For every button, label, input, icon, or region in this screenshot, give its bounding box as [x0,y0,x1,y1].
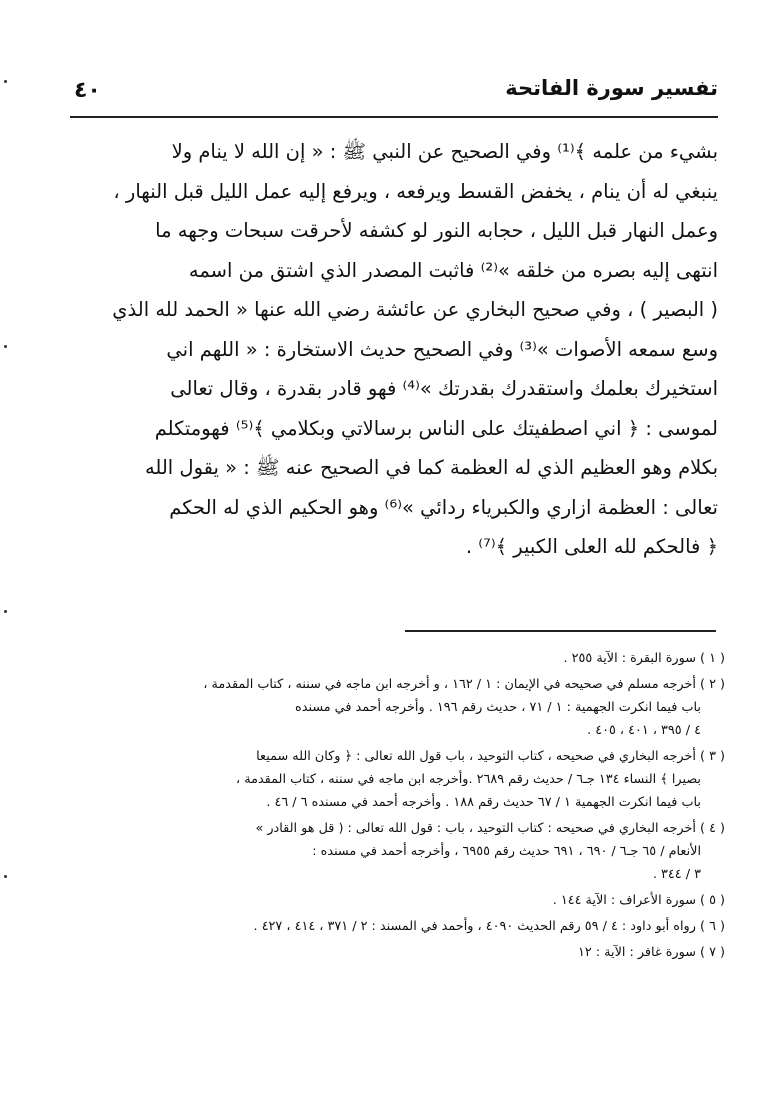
page-number: ٤٠ [74,78,101,103]
footnote-line: باب فيما انكرت الجهمية ١ / ٦٧ حديث رقم ١٨٨ . وأخرجه أحمد في مسنده ٦ / ٤٦ . [266,795,701,810]
text-line: بشيء من علمه ﴾⁽¹⁾ وفي الصحيح عن النبي ﷺ : « إن الله لا ينام ولا [171,140,718,163]
footnotes [85,644,725,964]
scan-speck [4,345,7,348]
text-line: وسع سمعه الأصوات »⁽³⁾ وفي الصحيح حديث الاستخارة : « اللهم اني [166,337,718,361]
main-text [70,132,718,567]
text-line: انتهى إليه بصره من خلقه »⁽²⁾ فاثبت المصدر الذي اشتق من اسمه [188,258,718,282]
footnote-line: ( ١ ) سورة البقرة : الآية ٢٥٥ . [563,651,725,666]
footnote-3 [85,745,725,814]
footnote-4 [85,817,725,886]
footnote-line: بصيرا ﴾ النساء ١٣٤ جـ٦ / حديث رقم ٢٦٨٩ .وأخرجه ابن ماجه في سننه ، كتاب المقدمة ، [236,772,701,787]
footnote-line: ( ٤ ) أخرجه البخاري في صحيحه : كتاب التوحيد ، باب : قول الله تعالى : ( قل هو القادر » [255,821,725,836]
text-line: استخيرك بعلمك واستقدرك بقدرتك »⁽⁴⁾ فهو قادر بقدرة ، وقال تعالى [170,377,718,400]
running-title: تفسير سورة الفاتحة [505,76,718,100]
text-line: وعمل النهار قبل الليل ، حجابه النور لو كشفه لأحرقت سبحات وجهه ما [155,219,718,242]
footnote-line: ( ٦ ) رواه أبو داود : ٤ / ٥٩ رقم الحديث ٤٠٩٠ ، وأحمد في المسند : ٢ / ٣٧١ ، ٤١٤ ، ٤٢٧ . [253,919,725,934]
footnote-line: ( ٢ ) أخرجه مسلم في صحيحه في الإيمان : ١ / ١٦٢ ، و أخرجه ابن ماجه في سننه ، كتاب المقدمة ، [203,677,725,692]
footnote-line: ( ٧ ) سورة غافر : الآية : ١٢ [577,945,725,960]
text-line: لموسى : ﴿ اني اصطفيتك على الناس برسالاتي وبكلامي ﴾⁽⁵⁾ فهومتكلم [154,416,718,440]
footnote-1 [85,647,725,670]
footnote-line: ( ٥ ) سورة الأعراف : الآية ١٤٤ . [552,893,725,908]
footnote-line: ٤ / ٣٩٥ ، ٤٠١ ، ٤٠٥ . [587,723,701,738]
footnote-5 [85,889,725,912]
text-line: ينبغي له أن ينام ، يخفض القسط ويرفعه ، ويرفع إليه عمل الليل قبل النهار ، [113,179,718,203]
text-line: تعالى : العظمة ازاري والكبرياء ردائي »⁽⁶⁾ وهو الحكيم الذي له الحكم [169,495,718,519]
footnote-separator [405,630,716,632]
scan-speck [4,610,7,613]
scan-speck [4,80,7,83]
text-line: بكلام وهو العظيم الذي له العظمة كما في الصحيح عنه ﷺ : « يقول الله [144,456,718,479]
footnote-line: باب فيما انكرت الجهمية : ١ / ٧١ ، حديث رقم ١٩٦ . وأخرجه أحمد في مسنده [295,700,701,715]
footnote-7 [85,941,725,964]
footnote-line: ( ٣ ) أخرجه البخاري في صحيحه ، كتاب التوحيد ، باب قول الله تعالى : ﴿ وكان الله سميعا [256,749,725,764]
page-header [70,72,718,118]
text-line: ﴿ فالحكم لله العلى الكبير ﴾⁽⁷⁾ . [465,535,718,558]
scan-speck [4,875,7,878]
footnote-line: ٣ / ٣٤٤ . [652,867,701,882]
footnote-6 [85,915,725,938]
footnote-2 [85,673,725,742]
footnote-line: الأنعام / ٦٥ جـ٦ / ٦٩٠ ، ٦٩١ حديث رقم ٦٩٥٥ ، وأخرجه أحمد في مسنده : [312,844,701,859]
text-line: ( البصير ) ، وفي صحيح البخاري عن عائشة رضي الله عنها « الحمد لله الذي [112,298,718,321]
